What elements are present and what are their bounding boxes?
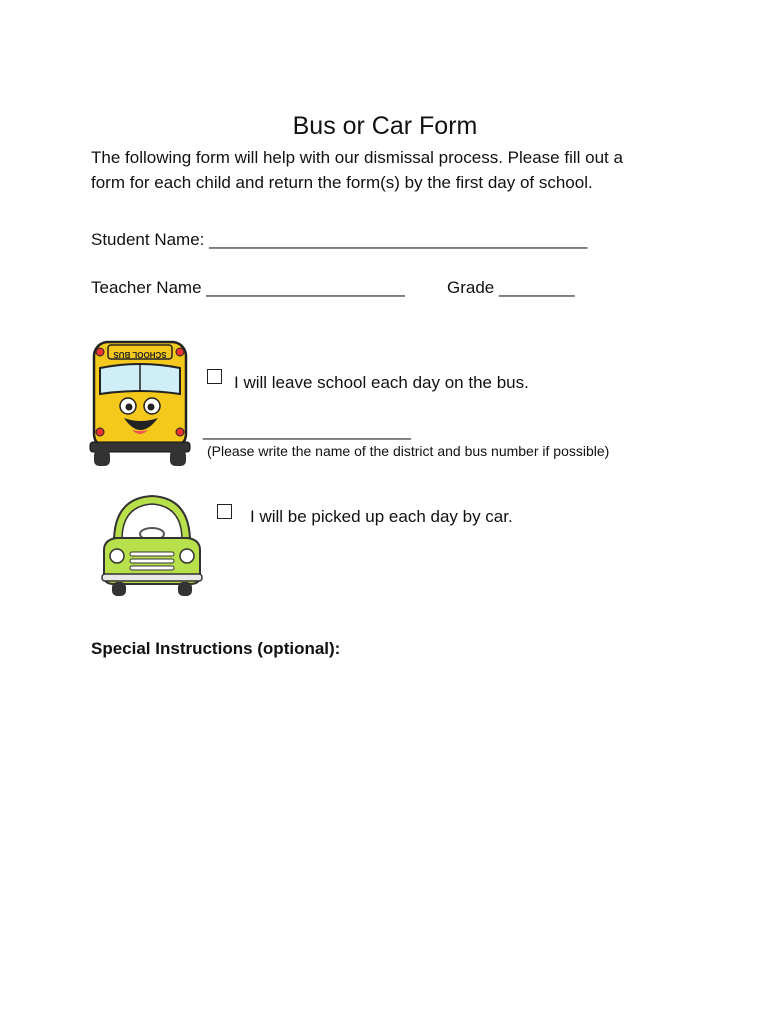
- special-instructions-label: Special Instructions (optional):: [91, 639, 341, 658]
- car-option-checkbox[interactable]: [217, 504, 232, 519]
- teacher-name-field[interactable]: Teacher Name _____________________: [91, 278, 405, 297]
- bus-details-field[interactable]: ______________________: [203, 421, 412, 440]
- green-car-cartoon-icon: [100, 492, 204, 598]
- car-graphic: [100, 492, 204, 598]
- grade-field[interactable]: Grade ________: [447, 278, 575, 297]
- form-title: Bus or Car Form: [292, 112, 478, 140]
- bus-details-note: (Please write the name of the district and bus number if possible): [207, 443, 610, 459]
- bus-sign-text: SCHOOL BUS: [113, 350, 167, 359]
- school-bus-cartoon-icon: [88, 338, 193, 468]
- school-bus-graphic: [88, 338, 193, 468]
- intro-paragraph: [91, 145, 691, 195]
- student-name-field[interactable]: Student Name: ________________________________________: [91, 230, 588, 249]
- bus-option-checkbox[interactable]: [207, 369, 222, 384]
- car-option-label: I will be picked up each day by car.: [250, 507, 513, 526]
- intro-line-2: form for each child and return the form(s) by the first day of school.: [91, 173, 593, 192]
- intro-line-1: The following form will help with our dismissal process. Please fill out a: [91, 148, 623, 167]
- bus-option-label: I will leave school each day on the bus.: [234, 373, 529, 392]
